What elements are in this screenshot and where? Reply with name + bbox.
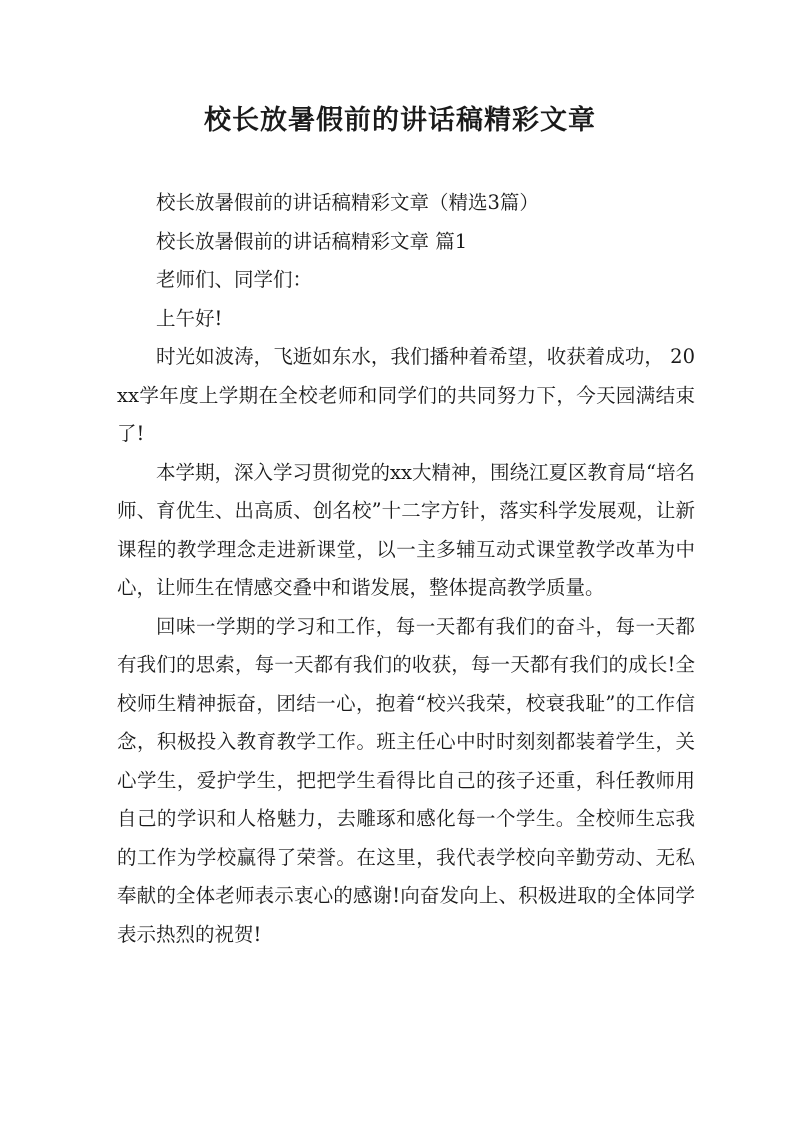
body-paragraph: 回味一学期的学习和工作，每一天都有我们的奋斗，每一天都有我们的思索，每一天都有我们的收获，每一天都有我们的成长!全校师生精神振奋，团结一心，抱着“校兴我荣，校衰我耻”的工作信念，积极投入教育教学工作。班主任心中时时刻刻都装着学生，关心学生，爱护学生，把把学生看得比自己的孩子还重，科任教师用自己的学识和人格魅力，去雕琢和感化每一个学生。全校师生忘我的工作为学校赢得了荣誉。在这里，我代表学校向辛勤劳动、无私奉献的全体老师表示衷心的感谢!向奋发向上、积极进取的全体同学表示热烈的祝贺! (117, 614, 695, 946)
salutation: 老师们、同学们： (156, 268, 313, 291)
subtitle-collection: 校长放暑假前的讲话稿精彩文章（精选3篇） (156, 191, 539, 214)
document-title: 校长放暑假前的讲话稿精彩文章 (204, 105, 596, 136)
section-heading: 校长放暑假前的讲话稿精彩文章 篇1 (156, 229, 468, 253)
greeting: 上午好! (156, 306, 223, 330)
body-paragraph: 本学期，深入学习贯彻党的xx大精神，围绕江夏区教育局“培名师、育优生、出高质、创名校”十二字方针，落实科学发展观，让新课程的教学理念走进新课堂，以一主多辅互动式课堂教学改革为中心，让师生在情感交叠中和谐发展，整体提高教学质量。 (117, 460, 695, 599)
body-paragraph: 时光如波涛，飞逝如东水，我们播种着希望，收获着成功， 20xx学年度上学期在全校老师和同学们的共同努力下，今天园满结束了! (117, 345, 695, 445)
document-body (117, 184, 695, 954)
